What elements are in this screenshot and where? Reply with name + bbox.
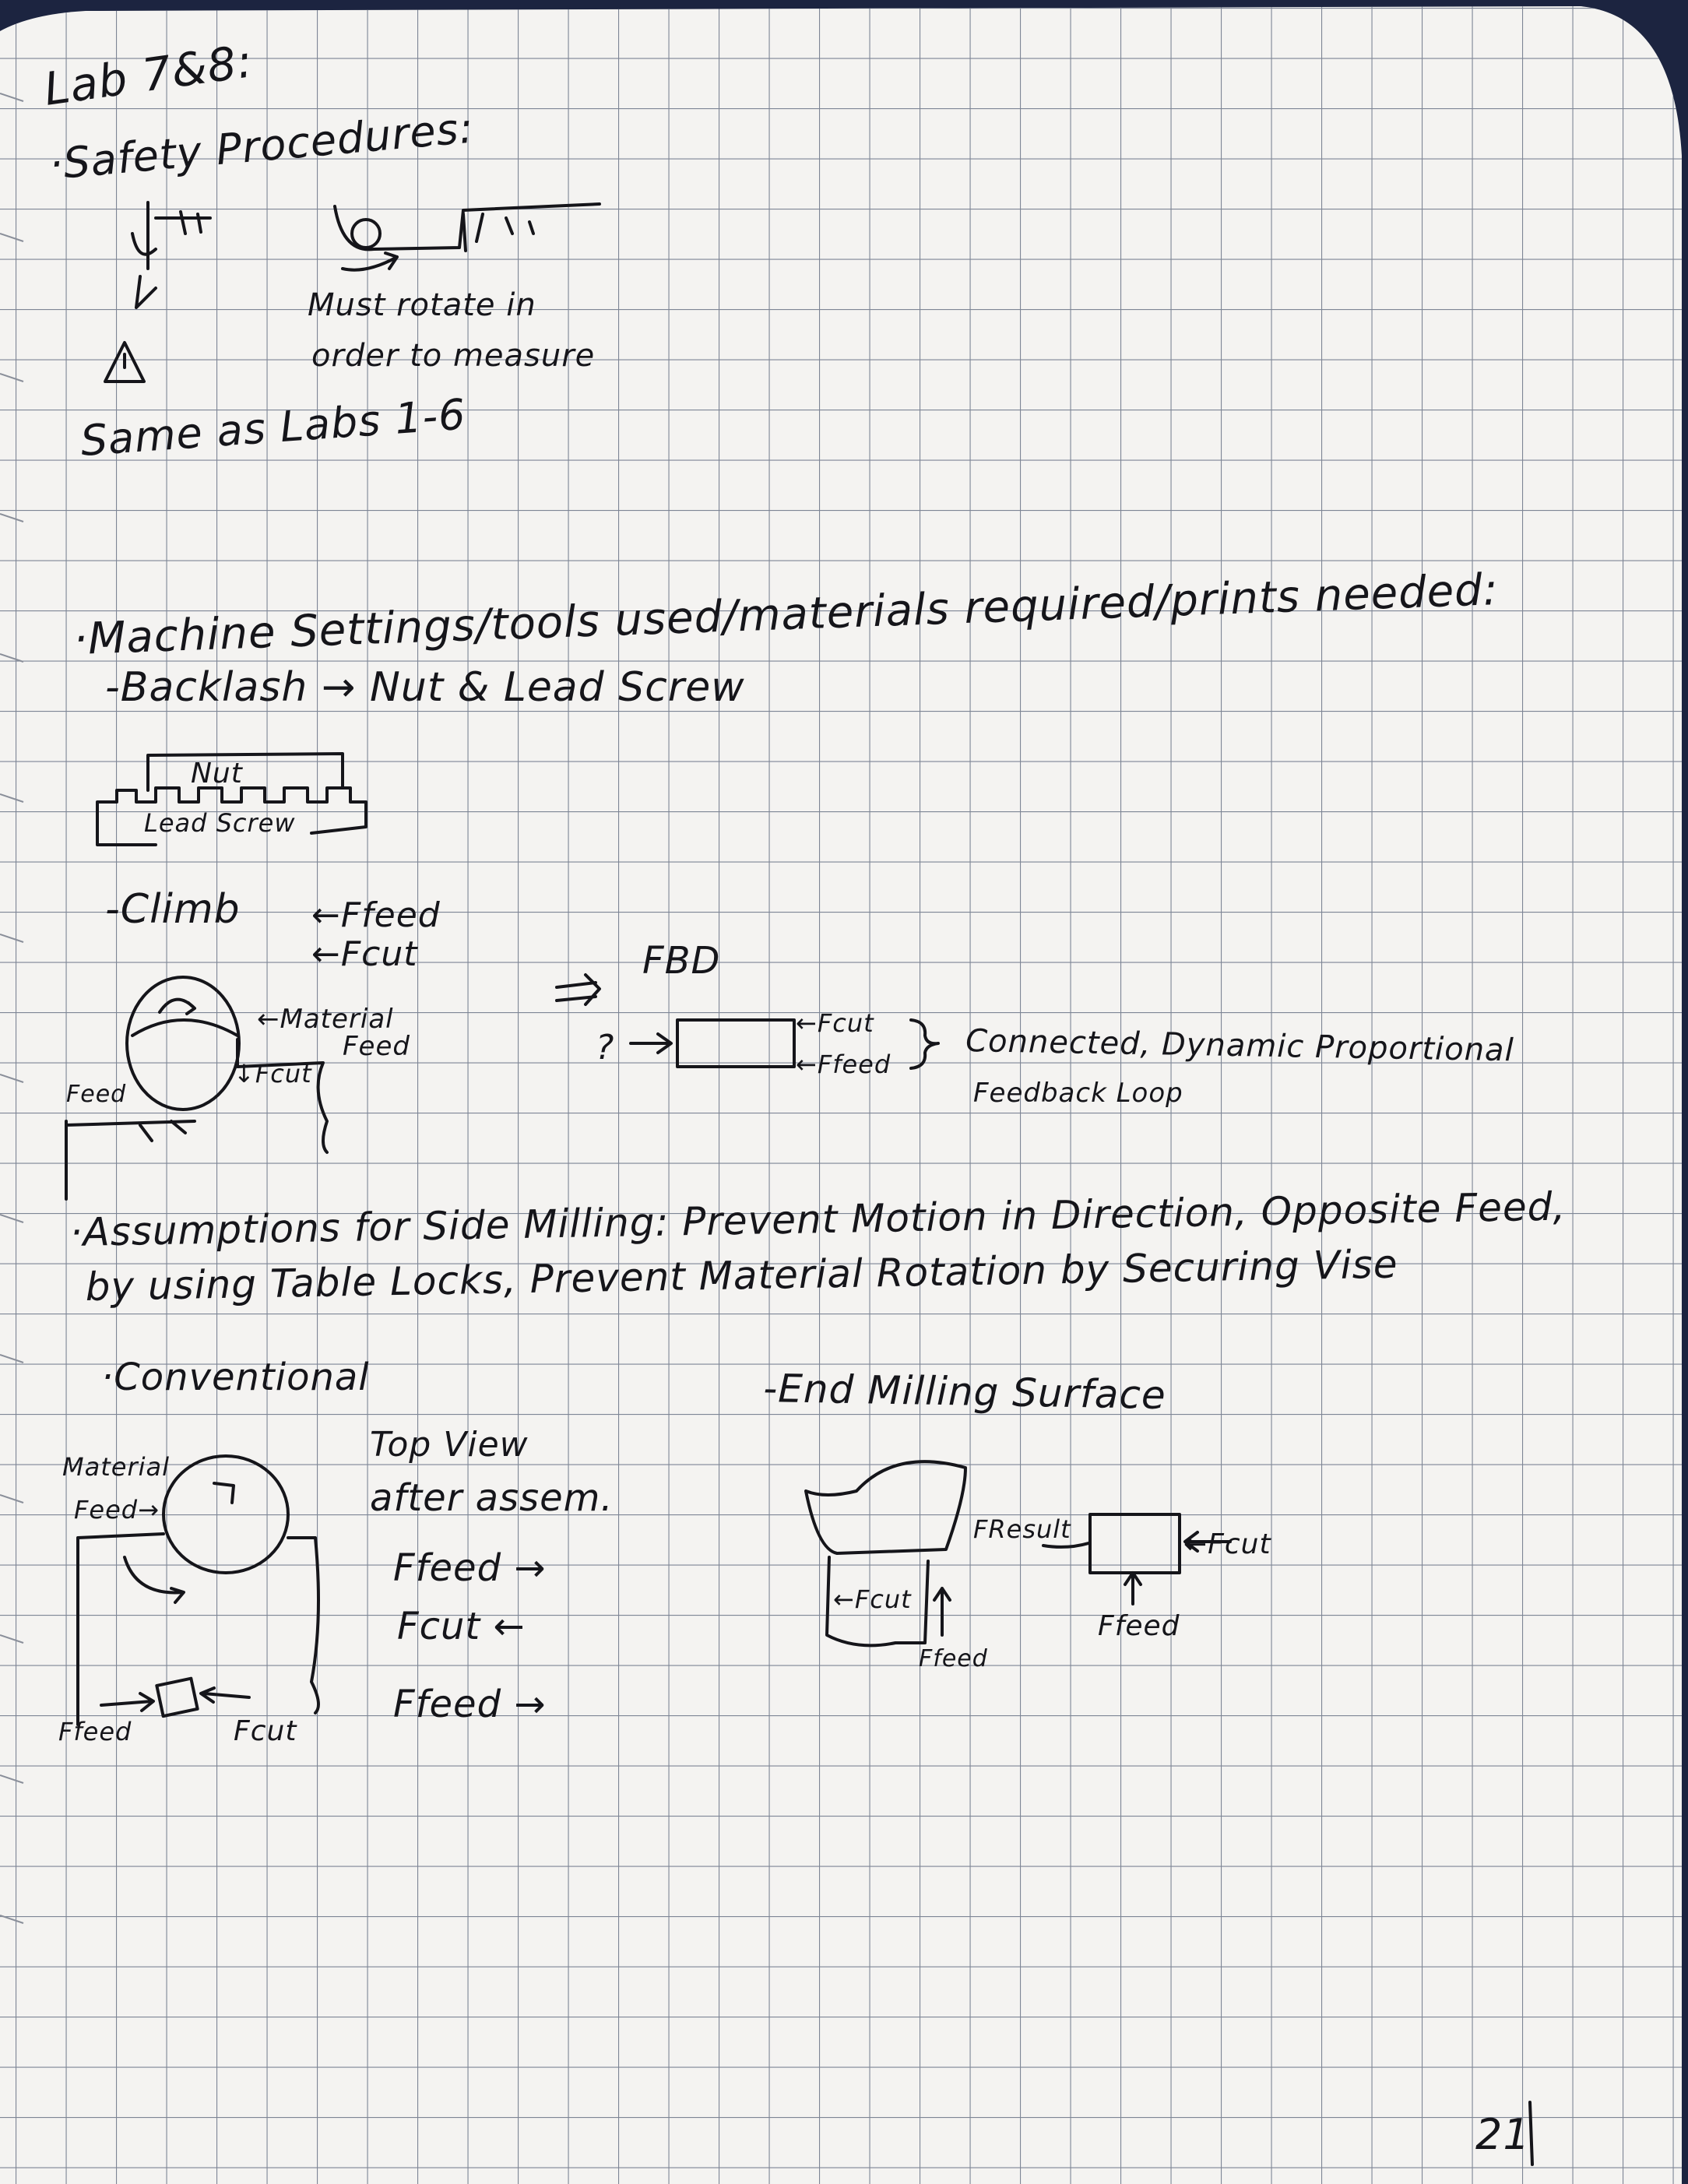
conventional-fcut-label: Fcut [234,1715,297,1747]
backlash-line: -Backlash → Nut & Lead Screw [105,664,745,711]
top-view-line-1: Top View [370,1425,529,1465]
climb-fcut-down: ↓Fcut [234,1059,312,1088]
settings-heading: ·Machine Settings/tools used/materials required/prints needed: [72,564,1500,665]
end-milling-fresult: FResult [973,1514,1071,1544]
climb-fcut: ←Fcut [311,934,418,974]
lead-screw-label: Lead Screw [144,808,296,838]
climb-material-2: Feed [343,1031,410,1062]
assumptions-line-2: by using Table Locks, Prevent Material Rotation by Securing Vise [85,1241,1398,1310]
fbd-fcut: ←Fcut [796,1008,874,1038]
top-view-line-2: after assem. [370,1476,614,1520]
conventional-material-2: Feed→ [74,1495,160,1525]
sketch-note-1: Must rotate in [308,287,536,323]
safety-note: Same as Labs 1-6 [79,389,468,466]
climb-heading: -Climb [105,886,241,933]
sketch-note-2: order to measure [311,338,596,374]
lab-title: Lab 7&8: [40,33,257,116]
page-number: 21 [1475,2110,1531,2159]
fbd-ffeed: ←Ffeed [796,1050,891,1079]
force-list-3: Ffeed → [393,1683,547,1726]
force-list-2: Fcut ← [397,1605,526,1648]
conventional-material-1: Material [62,1452,170,1482]
conventional-heading: ·Conventional [101,1356,370,1399]
assumptions-line-1: ·Assumptions for Side Milling: Prevent Motion in Direction, Opposite Feed, [69,1183,1567,1255]
climb-material-1: ←Material [257,1004,394,1035]
connected-line-2: Feedback Loop [973,1078,1183,1109]
end-milling-heading: -End Milling Surface [762,1366,1167,1419]
conventional-feed-label: Ffeed [58,1717,132,1746]
climb-feed-left: Feed [66,1081,127,1108]
end-milling-fcut-right: ←Fcut [1183,1528,1271,1560]
fbd-question: ? [596,1028,615,1067]
connected-line-1: Connected, Dynamic Proportional [965,1023,1515,1069]
force-list-1: Ffeed → [393,1546,547,1590]
end-milling-fcut-box: ←Fcut [833,1584,912,1614]
safety-heading: ·Safety Procedures: [47,103,477,189]
fbd-title: FBD [642,939,721,983]
end-milling-ffeed-under: Ffeed [1098,1610,1180,1642]
nut-label: Nut [191,758,243,790]
climb-ffeed: ←Ffeed [311,895,441,935]
end-milling-ffeed-box: Ffeed [919,1645,988,1672]
